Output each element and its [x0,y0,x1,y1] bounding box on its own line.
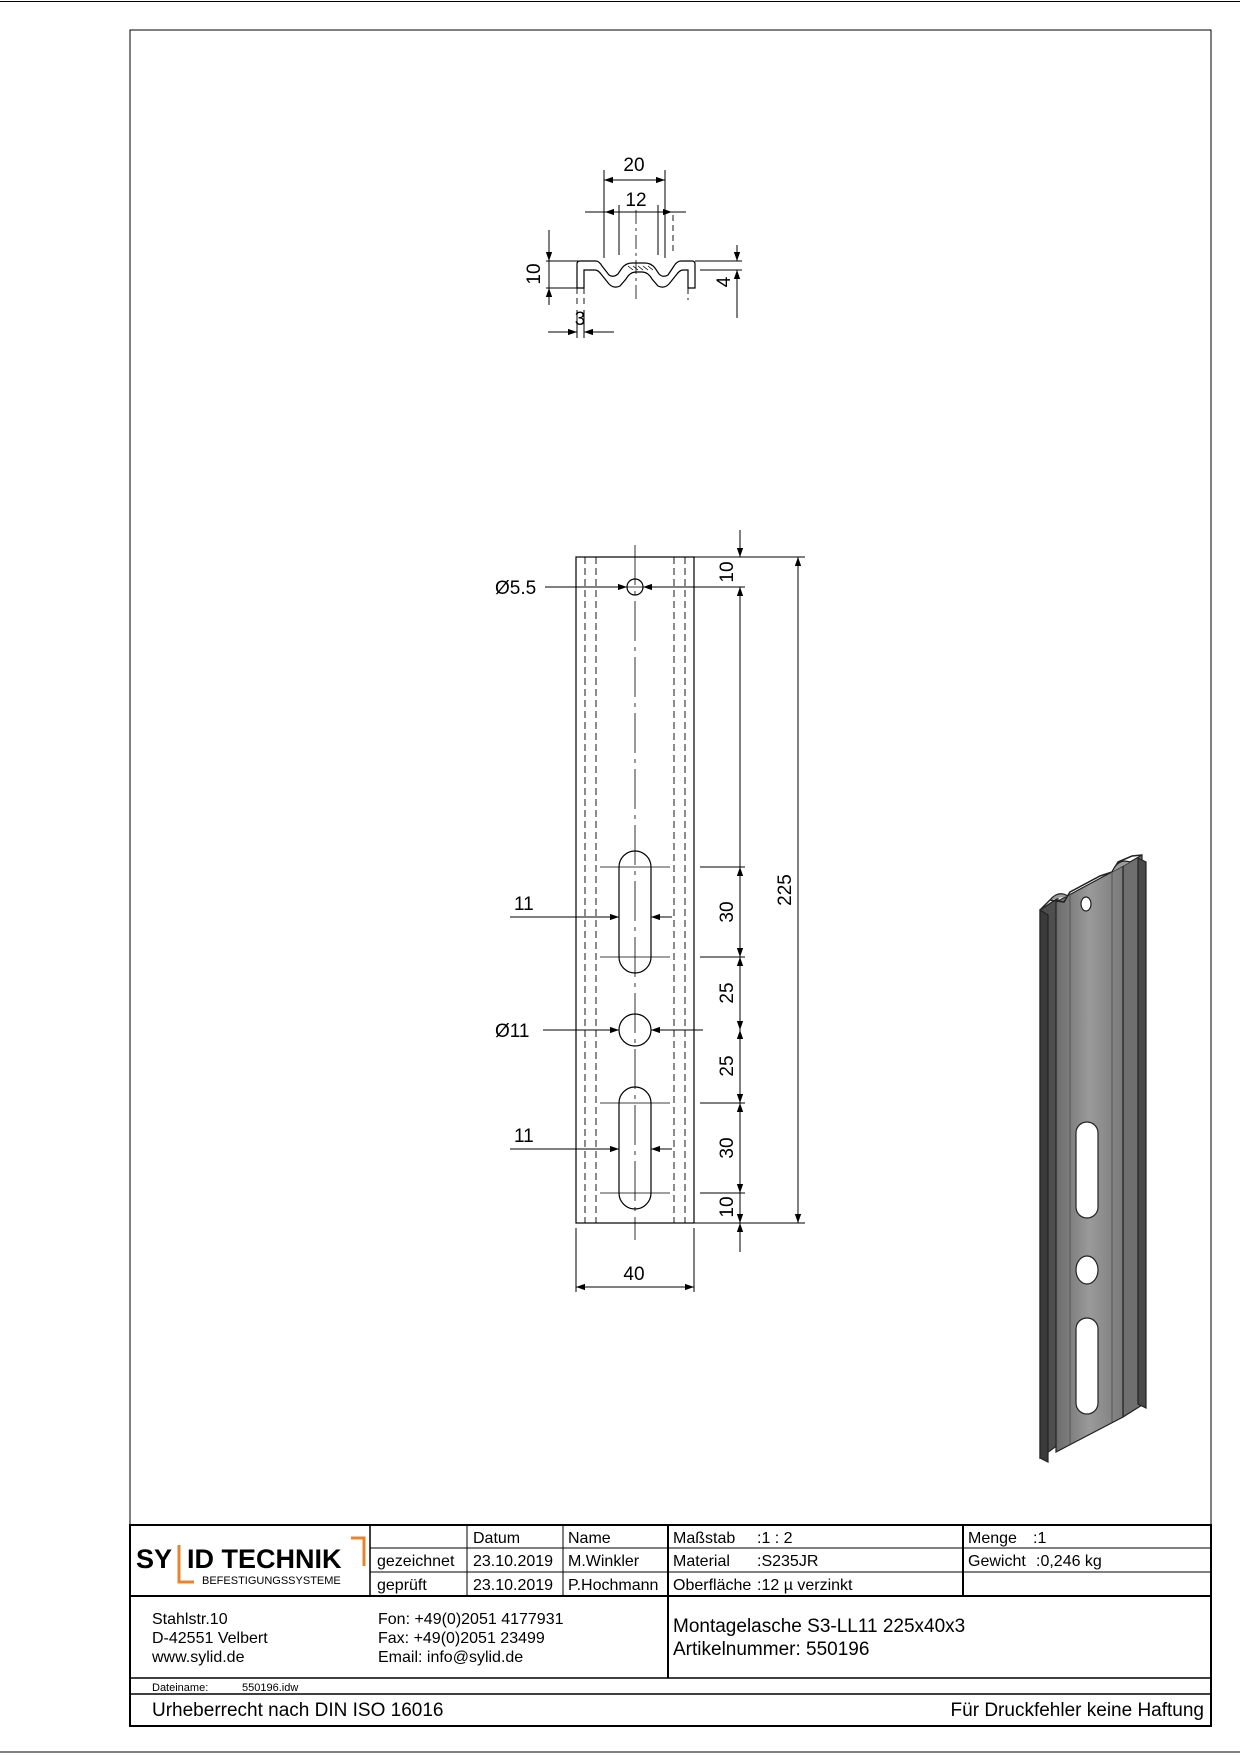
dim-gap-upper-label: 25 [717,982,738,1004]
render-slot-upper [1076,1122,1098,1218]
weight-value: :0,246 kg [1036,1553,1102,1570]
dim-width-inner [585,205,686,255]
dim-depth-label: 4 [714,276,735,288]
hole-small-label: Ø5.5 [495,578,537,599]
product-name: Montagelasche S3-LL11 225x40x3 [673,1616,966,1637]
phone: Fon: +49(0)2051 4177931 [378,1611,564,1628]
address-city: D-42551 Velbert [152,1630,268,1647]
logo-bracket-right [351,1538,364,1566]
scale-label: Maßstab [673,1530,736,1547]
copyright: Urheberrecht nach DIN ISO 16016 [152,1700,444,1721]
dim-bottom-offset-label: 10 [717,1196,738,1218]
sheet-border [0,2,1240,1753]
dim-thickness-label: 3 [574,309,586,330]
render-hole-large [1076,1256,1098,1284]
email: Email: info@sylid.de [378,1649,524,1666]
slot-upper-label: 11 [514,894,534,915]
row-checked-name: P.Hochmann [568,1577,659,1594]
dim-height [546,230,580,305]
render-hole-small [1081,897,1091,911]
logo-text-right: ID TECHNIK [187,1544,342,1574]
slot-lower-label: 11 [514,1126,534,1147]
scale-value: :1 : 2 [757,1530,793,1547]
weight-label: Gewicht [968,1553,1026,1570]
surface-label: Oberfläche [673,1577,752,1594]
row-checked-date: 23.10.2019 [473,1577,554,1594]
dim-top-offset-label: 10 [717,561,738,583]
row-checked-label: geprüft [377,1577,427,1594]
logo-subtitle: BEFESTIGUNGSSYSTEME [202,1575,341,1587]
front-view-labels [495,561,796,1285]
material-value: :S235JR [757,1553,819,1570]
row-drawn-label: gezeichnet [377,1553,455,1570]
top-view-labels [524,155,735,330]
dim-height-label: 10 [524,263,545,285]
row-drawn-date: 23.10.2019 [473,1553,554,1570]
render-slot-lower [1076,1318,1098,1414]
filename-label: Dateiname: [152,1682,209,1694]
front-view [510,530,805,1292]
quantity-label: Menge [968,1530,1017,1547]
logo-text-left: SY [136,1544,173,1574]
isometric-render [1040,855,1146,1462]
row-drawn-name: M.Winkler [568,1553,640,1570]
col-datum: Datum [473,1530,521,1547]
dim-slot-upper-label: 30 [717,901,738,923]
section-hatch [628,266,653,270]
filename-value: 550196.idw [242,1682,299,1694]
article-number: Artikelnummer: 550196 [673,1639,870,1660]
dim-gap-lower-label: 25 [717,1055,738,1077]
hole-large-label: Ø11 [495,1021,530,1042]
surface-value: :12 µ verzinkt [757,1577,853,1594]
dim-width-outer [604,170,665,258]
material-label: Material [673,1553,730,1570]
fax: Fax: +49(0)2051 23499 [378,1630,545,1647]
dim-width-outer-label: 20 [623,155,645,176]
col-name: Name [568,1530,611,1547]
dim-slot-lower-label: 30 [717,1137,738,1159]
disclaimer: Für Druckfehler keine Haftung [950,1700,1204,1721]
address-street: Stahlstr.10 [152,1611,228,1628]
dim-total-length-label: 225 [775,874,796,906]
company-logo [136,1538,364,1587]
address-web: www.sylid.de [152,1649,245,1666]
quantity-value: :1 [1033,1530,1047,1547]
dim-width-inner-label: 12 [625,190,647,211]
dim-width-label: 40 [623,1264,645,1285]
extension-lines [576,557,805,1292]
